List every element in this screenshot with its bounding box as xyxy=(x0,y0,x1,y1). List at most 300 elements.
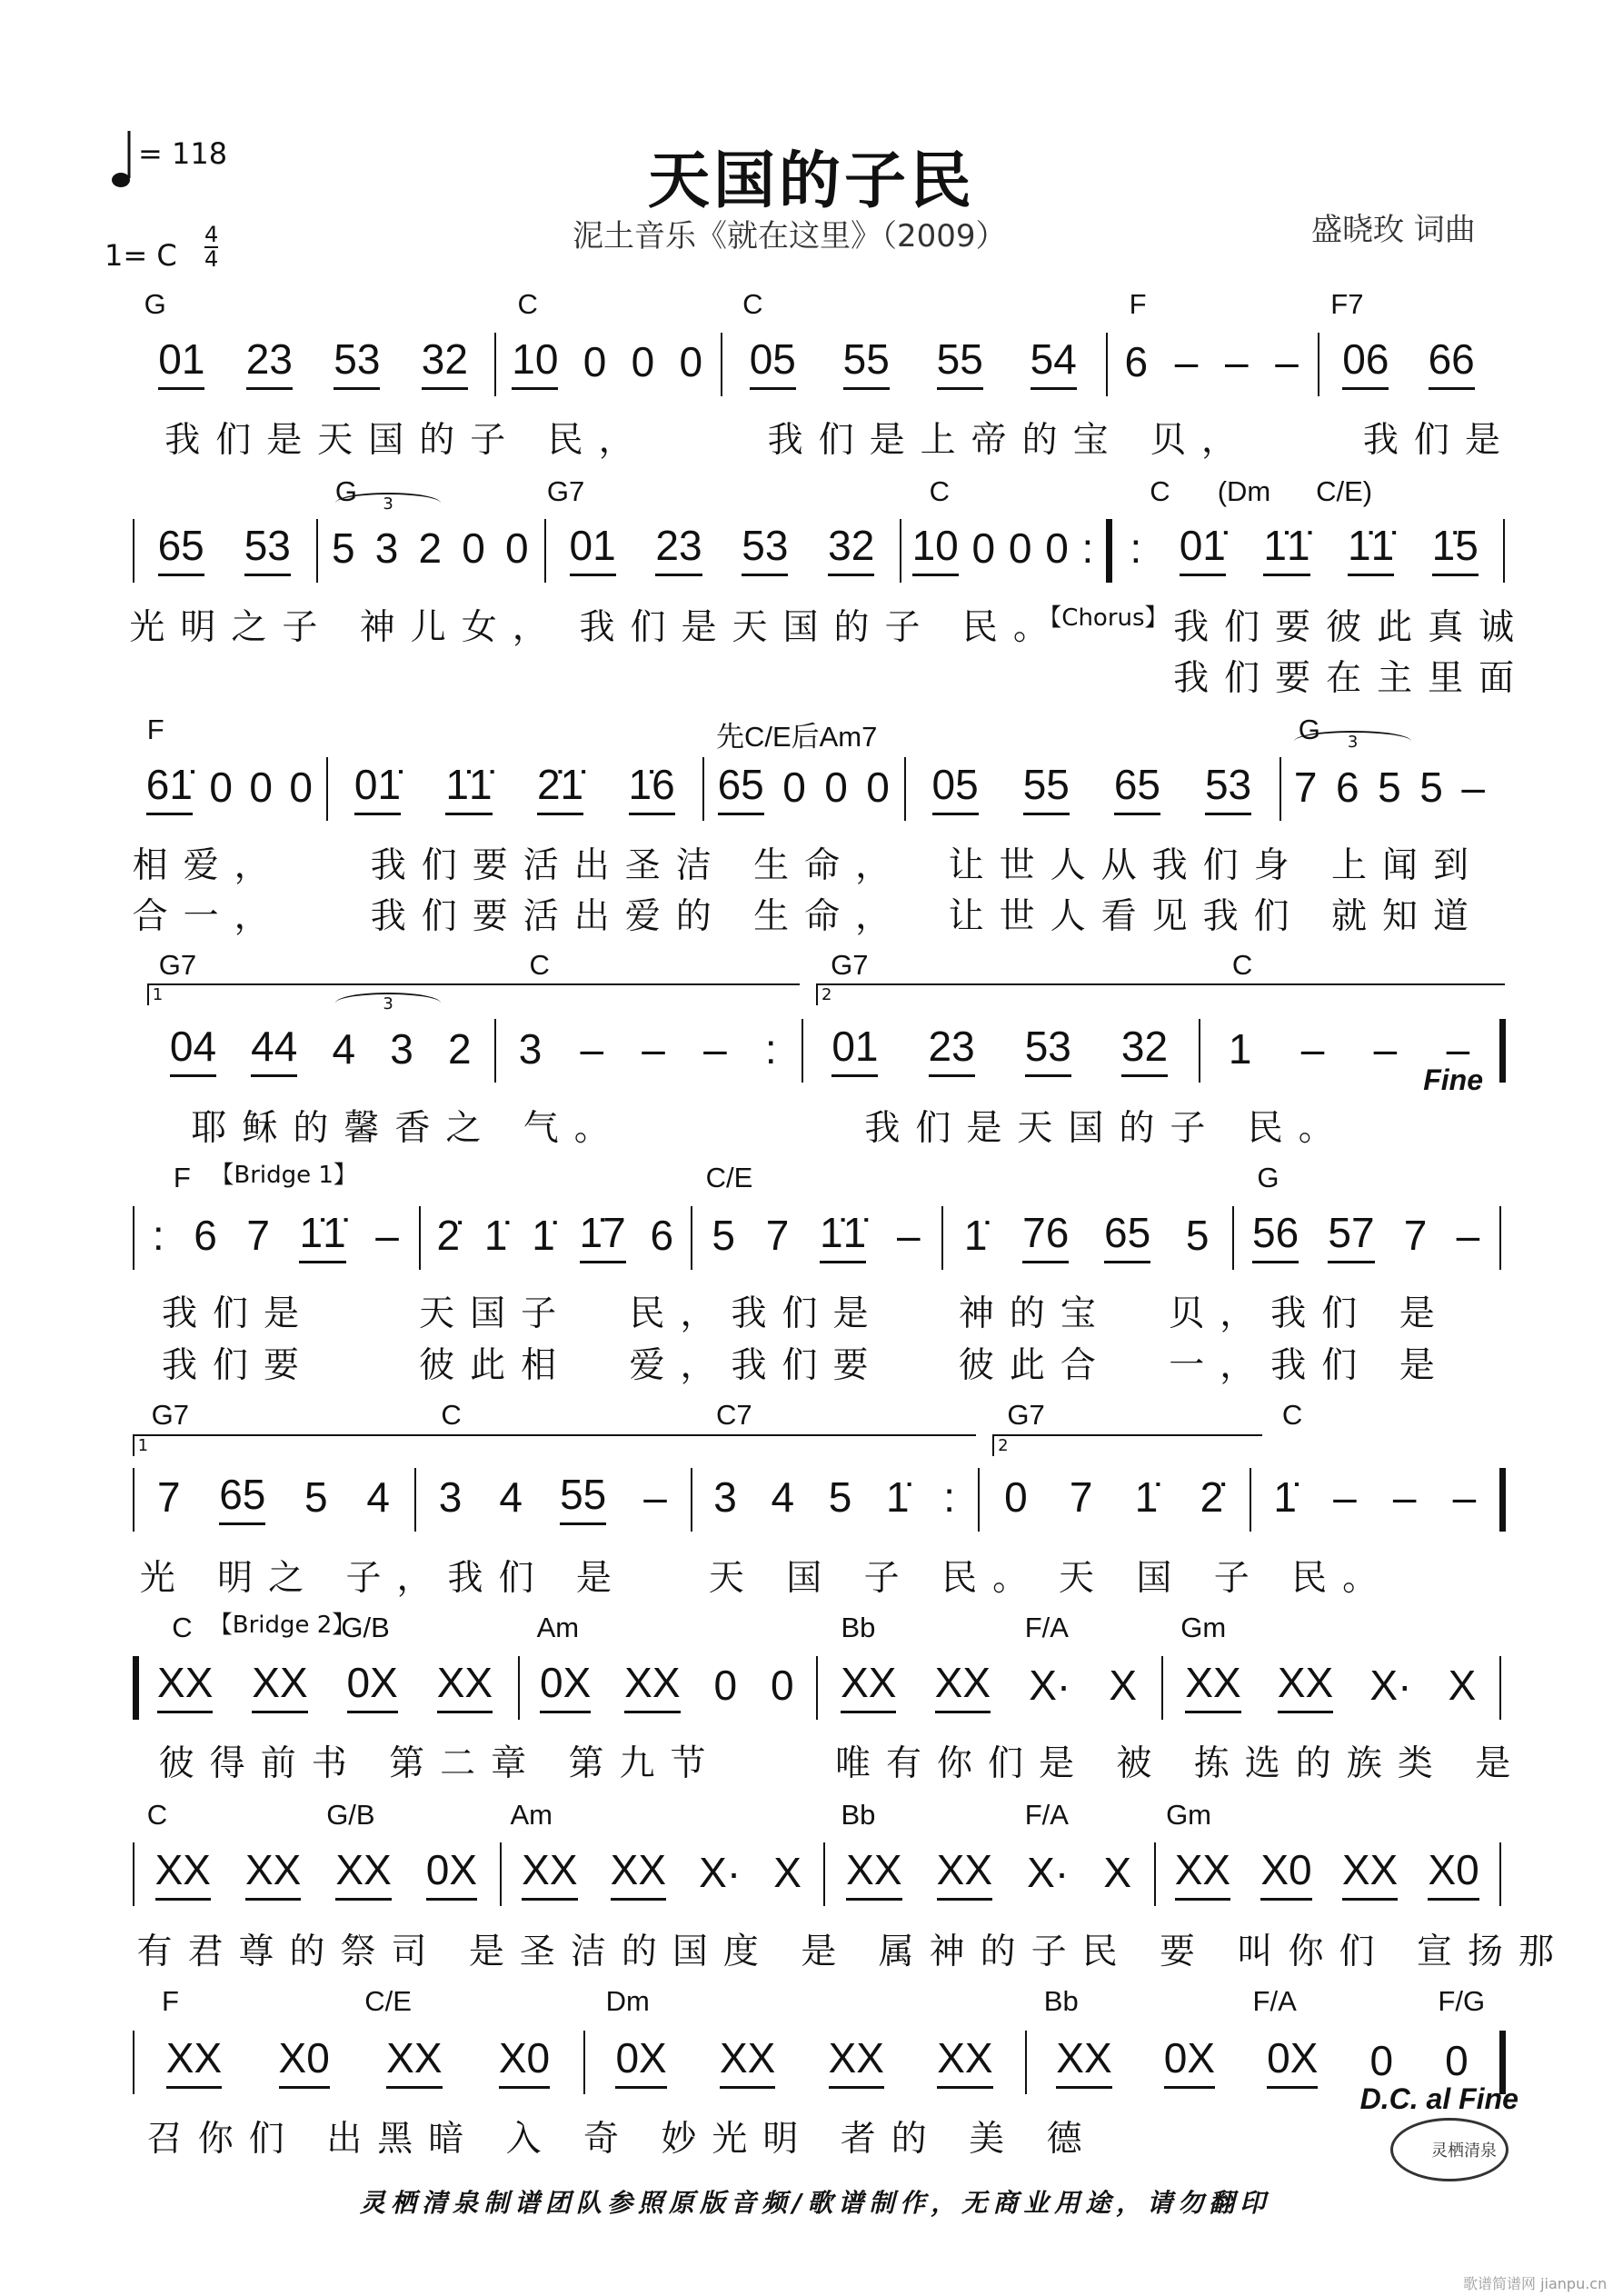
note-group: X xyxy=(1448,1662,1477,1710)
barline xyxy=(583,2031,585,2094)
note-group: 32 xyxy=(422,334,468,390)
note-group: 1̇6 xyxy=(629,760,675,815)
volta-bracket: 1 xyxy=(147,983,800,1005)
measure xyxy=(947,1209,1227,1263)
barline xyxy=(941,1206,943,1270)
note-group: 2 xyxy=(418,524,443,573)
barline xyxy=(1318,333,1319,396)
lyric-line: 我们要彼此真诚 xyxy=(1173,606,1530,648)
lyric-line: 我们是 xyxy=(161,1293,314,1335)
volta-bracket: 2 xyxy=(816,983,1505,1005)
measure xyxy=(505,1846,818,1901)
barline xyxy=(1499,1206,1501,1270)
note-group: XX xyxy=(1175,1845,1230,1901)
note-group: 7 xyxy=(246,1211,270,1259)
barline xyxy=(1161,1656,1163,1720)
chord-symbol: G xyxy=(334,474,358,507)
footer-note: 灵栖清泉制谱团队参照原版音频/歌谱制作，无商业用途，请勿翻印 xyxy=(360,2188,1271,2218)
barline xyxy=(133,519,134,583)
chord-symbol: C xyxy=(146,1798,168,1831)
chord-symbol: F/A xyxy=(1024,1798,1069,1831)
chord-symbol: 先C/E后Am7 xyxy=(715,720,878,753)
barline xyxy=(702,757,704,821)
note-group: X· xyxy=(1027,1848,1070,1896)
note-group: XX xyxy=(252,1658,307,1713)
barline xyxy=(326,757,328,821)
measure xyxy=(138,1209,414,1263)
note-group: 2̇1̇ xyxy=(537,760,583,815)
barline xyxy=(1279,757,1281,821)
lyric-line: 光 明之 子，我们 是 xyxy=(139,1558,627,1600)
note-group: XX xyxy=(155,1845,211,1901)
barline xyxy=(1499,1656,1501,1720)
note-group: 05 xyxy=(750,334,796,390)
note-group: 0 xyxy=(1369,2036,1394,2084)
note-group: 0X xyxy=(1267,2033,1318,2089)
measure xyxy=(1031,2034,1495,2089)
measure xyxy=(829,1846,1149,1901)
chord-symbol: Gm xyxy=(1166,1798,1211,1831)
note-group: 5 xyxy=(828,1473,852,1521)
lyric-line: 我们要在主里面 xyxy=(1173,658,1530,700)
note-group: 53 xyxy=(334,334,380,390)
note-group: 65 xyxy=(158,521,204,576)
measure xyxy=(1285,761,1495,815)
volta-bracket: 2 xyxy=(992,1434,1262,1456)
chord-symbol: C xyxy=(742,288,763,321)
note-group: – xyxy=(643,1473,667,1521)
lyric-line: 我们是 xyxy=(1362,420,1516,462)
logo-text: 灵栖清泉 xyxy=(1431,2141,1497,2161)
note-group: : xyxy=(1081,524,1094,573)
note-group: 44 xyxy=(251,1022,297,1077)
logo xyxy=(1390,2118,1508,2181)
note-group: 2̇ xyxy=(1200,1473,1224,1521)
note-group: – xyxy=(703,1024,727,1073)
note-group: X· xyxy=(699,1848,742,1896)
lyric-line: 合一， xyxy=(132,896,285,938)
note-group: XX xyxy=(166,2033,222,2089)
tempo-marking: = 118 xyxy=(138,136,228,171)
chord-symbol: F/A xyxy=(1252,1985,1297,2018)
song-title: 天国的子民 xyxy=(647,145,975,217)
note-group: 06 xyxy=(1342,334,1389,390)
fine-marking: Fine xyxy=(1423,1063,1483,1096)
note-group: 3 xyxy=(374,524,399,573)
note-group: 3 xyxy=(438,1473,463,1521)
note-group: 1̇ xyxy=(483,1211,508,1259)
lyric-line: 天国子 xyxy=(419,1293,573,1335)
note-group: 7 xyxy=(156,1473,181,1521)
measure xyxy=(332,761,697,815)
note-group: 23 xyxy=(929,1022,975,1077)
lyric-line: 彼此合 xyxy=(958,1344,1111,1386)
chord-symbol: (Dm xyxy=(1217,474,1271,507)
note-group: 4 xyxy=(366,1473,390,1521)
chord-symbol: C xyxy=(1281,1398,1303,1431)
triplet-mark: 3 xyxy=(335,993,441,1013)
note-group: 1̇ xyxy=(1134,1473,1159,1521)
note-group: : xyxy=(764,1024,777,1073)
note-group: 0 xyxy=(289,763,313,811)
note-group: – xyxy=(580,1024,604,1073)
note-group: X· xyxy=(1029,1662,1071,1710)
note-group: 0X xyxy=(426,1845,477,1901)
note-group: 05 xyxy=(932,760,979,815)
note-group: 1̇ xyxy=(963,1211,988,1259)
note-group: XX xyxy=(522,1845,577,1901)
note-group: 66 xyxy=(1429,334,1475,390)
note-group: 55 xyxy=(843,334,890,390)
section-label: 【Chorus】 xyxy=(1038,604,1169,632)
note-group: 4 xyxy=(771,1473,795,1521)
chord-symbol: Bb xyxy=(841,1798,876,1831)
note-group: XX xyxy=(335,1845,391,1901)
note-group: 04 xyxy=(170,1022,216,1077)
note-group: 0 xyxy=(209,763,233,811)
barline xyxy=(1499,1842,1501,1906)
note-group: 1 xyxy=(1228,1024,1252,1073)
measure xyxy=(550,522,895,576)
note-group: 4 xyxy=(499,1473,523,1521)
chord-symbol: F xyxy=(161,1985,179,2018)
note-group: 1̇5 xyxy=(1432,521,1479,576)
note-group: 0 xyxy=(1008,524,1032,573)
note-group: XX xyxy=(1342,1845,1398,1901)
note-group: XX xyxy=(437,1658,493,1713)
note-group: 1̇ xyxy=(886,1473,910,1521)
note-group: XX xyxy=(841,1658,896,1713)
note-group: 0 xyxy=(462,524,485,573)
note-group: – xyxy=(1456,1211,1480,1259)
note-group: 0 xyxy=(782,763,806,811)
chord-symbol: Bb xyxy=(1043,1985,1079,2018)
measure xyxy=(1323,335,1495,390)
chord-symbol: G xyxy=(1257,1162,1279,1194)
lyric-line: 我们是天国的子 民。 xyxy=(864,1108,1349,1150)
measure xyxy=(1111,522,1498,576)
measure xyxy=(1160,1846,1494,1901)
note-group: 0X xyxy=(1164,2033,1215,2089)
note-group: 1̇1̇ xyxy=(1263,521,1309,576)
barline xyxy=(133,1468,134,1532)
key-signature: 1= C xyxy=(105,238,177,273)
barline xyxy=(544,519,546,583)
note-group: XX xyxy=(157,1658,213,1713)
note-group: 1̇7 xyxy=(580,1208,626,1263)
barline xyxy=(1499,1468,1506,1532)
note-group: 0X xyxy=(615,2033,666,2089)
barline xyxy=(1154,1842,1156,1906)
note-group: X0 xyxy=(1428,1845,1479,1901)
lyric-line: 一，我们 是 xyxy=(1169,1344,1450,1386)
measure xyxy=(138,335,489,390)
lyric-line: 贝，我们 是 xyxy=(1169,1293,1450,1335)
measure xyxy=(1238,1209,1494,1263)
note-group: 0 xyxy=(713,1662,738,1710)
note-group: : xyxy=(943,1473,956,1521)
barline xyxy=(721,333,722,396)
note-group: 5 xyxy=(1378,763,1401,811)
measure xyxy=(500,335,715,390)
section-label: 【Bridge 2】 xyxy=(208,1611,356,1639)
note-group: 7 xyxy=(1069,1473,1093,1521)
subtitle: 泥土音乐《就在这里》（2009） xyxy=(573,218,1007,255)
note-group: 2̇ xyxy=(436,1211,461,1259)
note-group: 5 xyxy=(304,1473,328,1521)
note-group: 0 xyxy=(971,524,996,573)
note-group: 0 xyxy=(679,337,703,385)
note-group: 10 xyxy=(512,334,558,390)
barline xyxy=(816,1656,818,1720)
lyric-line: 我们要活出爱的 生命， xyxy=(370,896,907,938)
barline xyxy=(316,519,318,583)
note-group: 6 xyxy=(650,1211,674,1259)
note-group: XX xyxy=(386,2033,442,2089)
lyric-line: 我们要活出圣洁 生命， xyxy=(370,844,907,886)
measure xyxy=(589,2034,1019,2089)
chord-symbol: F xyxy=(173,1162,191,1194)
measure xyxy=(1255,1471,1494,1525)
chord-symbol: G7 xyxy=(151,1398,189,1431)
note-group: 23 xyxy=(246,334,293,390)
note-group: – xyxy=(375,1211,399,1259)
chord-symbol: F7 xyxy=(1330,288,1364,321)
note-group: 3 xyxy=(713,1473,737,1521)
note-group: XX xyxy=(1056,2033,1111,2089)
note-group: 0X xyxy=(347,1658,398,1713)
note-group: – xyxy=(1452,1473,1477,1521)
note-group: 57 xyxy=(1328,1208,1374,1263)
barline xyxy=(133,1656,139,1720)
lyric-line: 天 国 子 民。 xyxy=(1058,1558,1394,1600)
note-group: 0 xyxy=(1445,2036,1469,2084)
chord-symbol: Bb xyxy=(841,1612,876,1644)
note-group: 7 xyxy=(765,1211,790,1259)
measure xyxy=(138,2034,579,2089)
note-group: 7 xyxy=(1403,1211,1428,1259)
volta-bracket: 1 xyxy=(133,1434,976,1456)
measure xyxy=(905,522,1100,576)
chord-symbol: C xyxy=(441,1398,462,1431)
note-group: X xyxy=(773,1848,802,1896)
measure xyxy=(420,1471,685,1525)
measure xyxy=(138,1471,410,1525)
note-group: 5 xyxy=(712,1211,735,1259)
note-group: 32 xyxy=(1121,1022,1168,1077)
chord-symbol: G7 xyxy=(831,948,869,981)
measure xyxy=(138,1659,513,1713)
chord-symbol: Am xyxy=(536,1612,580,1644)
note-group: 0 xyxy=(631,337,655,385)
measure xyxy=(726,335,1100,390)
note-group: 23 xyxy=(655,521,702,576)
measure xyxy=(696,1209,935,1263)
chord-symbol: C/E xyxy=(705,1162,753,1194)
note-group: 53 xyxy=(1205,760,1251,815)
note-group: 53 xyxy=(1025,1022,1071,1077)
lyric-line: 我们是上帝的宝 贝， xyxy=(767,420,1252,462)
note-group: 1̇1̇ xyxy=(445,760,492,815)
lyric-line: 神的宝 xyxy=(958,1293,1111,1335)
note-group: XX xyxy=(245,1845,301,1901)
note-group: 0X xyxy=(540,1658,591,1713)
triplet-mark: 3 xyxy=(1294,731,1411,752)
note-group: 0 xyxy=(582,337,607,385)
barline xyxy=(1232,1206,1234,1270)
measure xyxy=(807,1023,1193,1077)
note-group: 1̇1̇ xyxy=(1348,521,1394,576)
measure xyxy=(500,1023,796,1077)
note-group: 76 xyxy=(1022,1208,1069,1263)
chord-symbol: Dm xyxy=(605,1985,650,2018)
note-group: 0 xyxy=(824,763,848,811)
lyric-line: 我们是天国的子 民， xyxy=(164,420,650,462)
lyric-line: 耶稣的馨香之 气。 xyxy=(191,1108,625,1150)
barline xyxy=(133,2031,134,2094)
chord-symbol: C/E) xyxy=(1316,474,1373,507)
note-group: 55 xyxy=(937,334,983,390)
note-group: XX xyxy=(720,2033,775,2089)
barline xyxy=(419,1206,421,1270)
chord-symbol: C xyxy=(929,474,950,507)
barline xyxy=(978,1468,980,1532)
chord-symbol: C xyxy=(517,288,538,321)
note-group: XX xyxy=(937,2033,992,2089)
lyric-line: 让世人看见我们 就知道 xyxy=(948,896,1485,938)
lyric-line: 彼此相 xyxy=(419,1344,573,1386)
note-group: 6 xyxy=(1124,337,1149,385)
barline xyxy=(1025,2031,1027,2094)
lyric-line: 让世人从我们身 上闻到 xyxy=(948,844,1485,886)
note-group: 65 xyxy=(1104,1208,1150,1263)
barline xyxy=(900,519,901,583)
barline xyxy=(500,1842,502,1906)
measure xyxy=(708,761,899,815)
measure xyxy=(138,522,311,576)
note-group: – xyxy=(1174,337,1199,385)
triplet-mark: 3 xyxy=(335,493,441,514)
note-group: 61̇ xyxy=(146,760,193,815)
measure xyxy=(322,522,539,576)
note-group: – xyxy=(1392,1473,1417,1521)
note-group: 55 xyxy=(1023,760,1070,815)
chord-symbol: Gm xyxy=(1180,1612,1227,1644)
note-group: – xyxy=(1300,1024,1325,1073)
note-group: 1̇ xyxy=(532,1211,555,1259)
barline xyxy=(494,1019,496,1083)
note-group: X0 xyxy=(279,2033,330,2089)
barline xyxy=(691,1468,692,1532)
barline xyxy=(1250,1468,1251,1532)
note-group: 3 xyxy=(518,1024,543,1073)
note-group: 65 xyxy=(718,760,764,815)
lyric-line: 唯有你们是 被 拣选的族类 是 xyxy=(835,1743,1527,1785)
measure xyxy=(1111,335,1312,390)
note-group: 65 xyxy=(219,1470,265,1525)
note-group: 6 xyxy=(194,1211,217,1259)
barline xyxy=(494,333,496,396)
measure xyxy=(983,1471,1244,1525)
barline xyxy=(904,757,906,821)
note-group: XX xyxy=(1278,1658,1333,1713)
note-group: 01̇ xyxy=(354,760,401,815)
note-group: – xyxy=(1275,337,1299,385)
measure xyxy=(1167,1659,1494,1713)
note-group: XX xyxy=(624,1658,680,1713)
barline xyxy=(1106,333,1108,396)
note-group: 4 xyxy=(332,1024,356,1073)
note-group: 5 xyxy=(1185,1211,1210,1259)
lyric-line: 彼得前书 第二章 第九节 xyxy=(158,1743,722,1785)
note-group: – xyxy=(896,1211,921,1259)
measure xyxy=(523,1659,811,1713)
section-label: 【Bridge 1】 xyxy=(210,1161,357,1189)
note-group: 01̇ xyxy=(1180,521,1226,576)
note-group: : xyxy=(152,1211,164,1259)
chord-symbol: C xyxy=(172,1612,193,1644)
chord-symbol: G xyxy=(144,288,166,321)
note-group: 0 xyxy=(1004,1473,1028,1521)
note-group: 10 xyxy=(912,521,959,576)
lyric-line: 爱，我们要 xyxy=(629,1344,884,1386)
note-group: 0 xyxy=(249,763,273,811)
note-group: X0 xyxy=(1260,1845,1311,1901)
chord-symbol: G/B xyxy=(341,1612,390,1644)
note-group: 55 xyxy=(560,1470,606,1525)
lyric-line: 光明之子 神儿女， xyxy=(129,606,563,648)
note-group: XX xyxy=(1185,1658,1240,1713)
note-group: XX xyxy=(846,1845,901,1901)
lyric-line: 相爱， xyxy=(132,844,285,886)
measure xyxy=(424,1209,685,1263)
time-sig-bottom: 4 xyxy=(204,246,219,272)
note-group: 5 xyxy=(331,524,355,573)
measure xyxy=(696,1471,972,1525)
note-group: 0 xyxy=(1045,524,1069,573)
barline xyxy=(133,1842,134,1906)
lyric-line: 召你们 出黑暗 入 奇 妙光明 者的 美 德 xyxy=(146,2118,1098,2160)
note-group: 5 xyxy=(1419,763,1443,811)
note-group: 56 xyxy=(1252,1208,1299,1263)
chord-symbol: G7 xyxy=(546,474,585,507)
note-group: XX xyxy=(937,1845,992,1901)
lyric-line: 我们是天国的子 民。 xyxy=(579,606,1064,648)
note-group: – xyxy=(1446,1024,1470,1073)
chord-symbol: G/B xyxy=(326,1798,375,1831)
note-group: 6 xyxy=(1336,763,1359,811)
watermark: 歌谱简谱网 jianpu.cn xyxy=(1463,2275,1608,2292)
measure xyxy=(153,1023,489,1077)
chord-symbol: C/E xyxy=(364,1985,412,2018)
measure xyxy=(821,1659,1156,1713)
measure xyxy=(910,761,1274,815)
note-group: XX xyxy=(935,1658,991,1713)
note-group: 1̇ xyxy=(1273,1473,1297,1521)
chord-symbol: F xyxy=(1129,288,1147,321)
note-group: 1̇1̇ xyxy=(820,1208,866,1263)
note-group: 0 xyxy=(504,524,529,573)
chord-symbol: C xyxy=(1231,948,1253,981)
barline xyxy=(133,1206,134,1270)
time-sig-top: 4 xyxy=(204,222,219,247)
measure xyxy=(138,761,322,815)
barline xyxy=(414,1468,416,1532)
note-group: 7 xyxy=(1293,763,1318,811)
chord-symbol: F xyxy=(146,713,164,745)
lyric-line: 天 国 子 民。 xyxy=(708,1558,1044,1600)
note-group: 53 xyxy=(742,521,788,576)
